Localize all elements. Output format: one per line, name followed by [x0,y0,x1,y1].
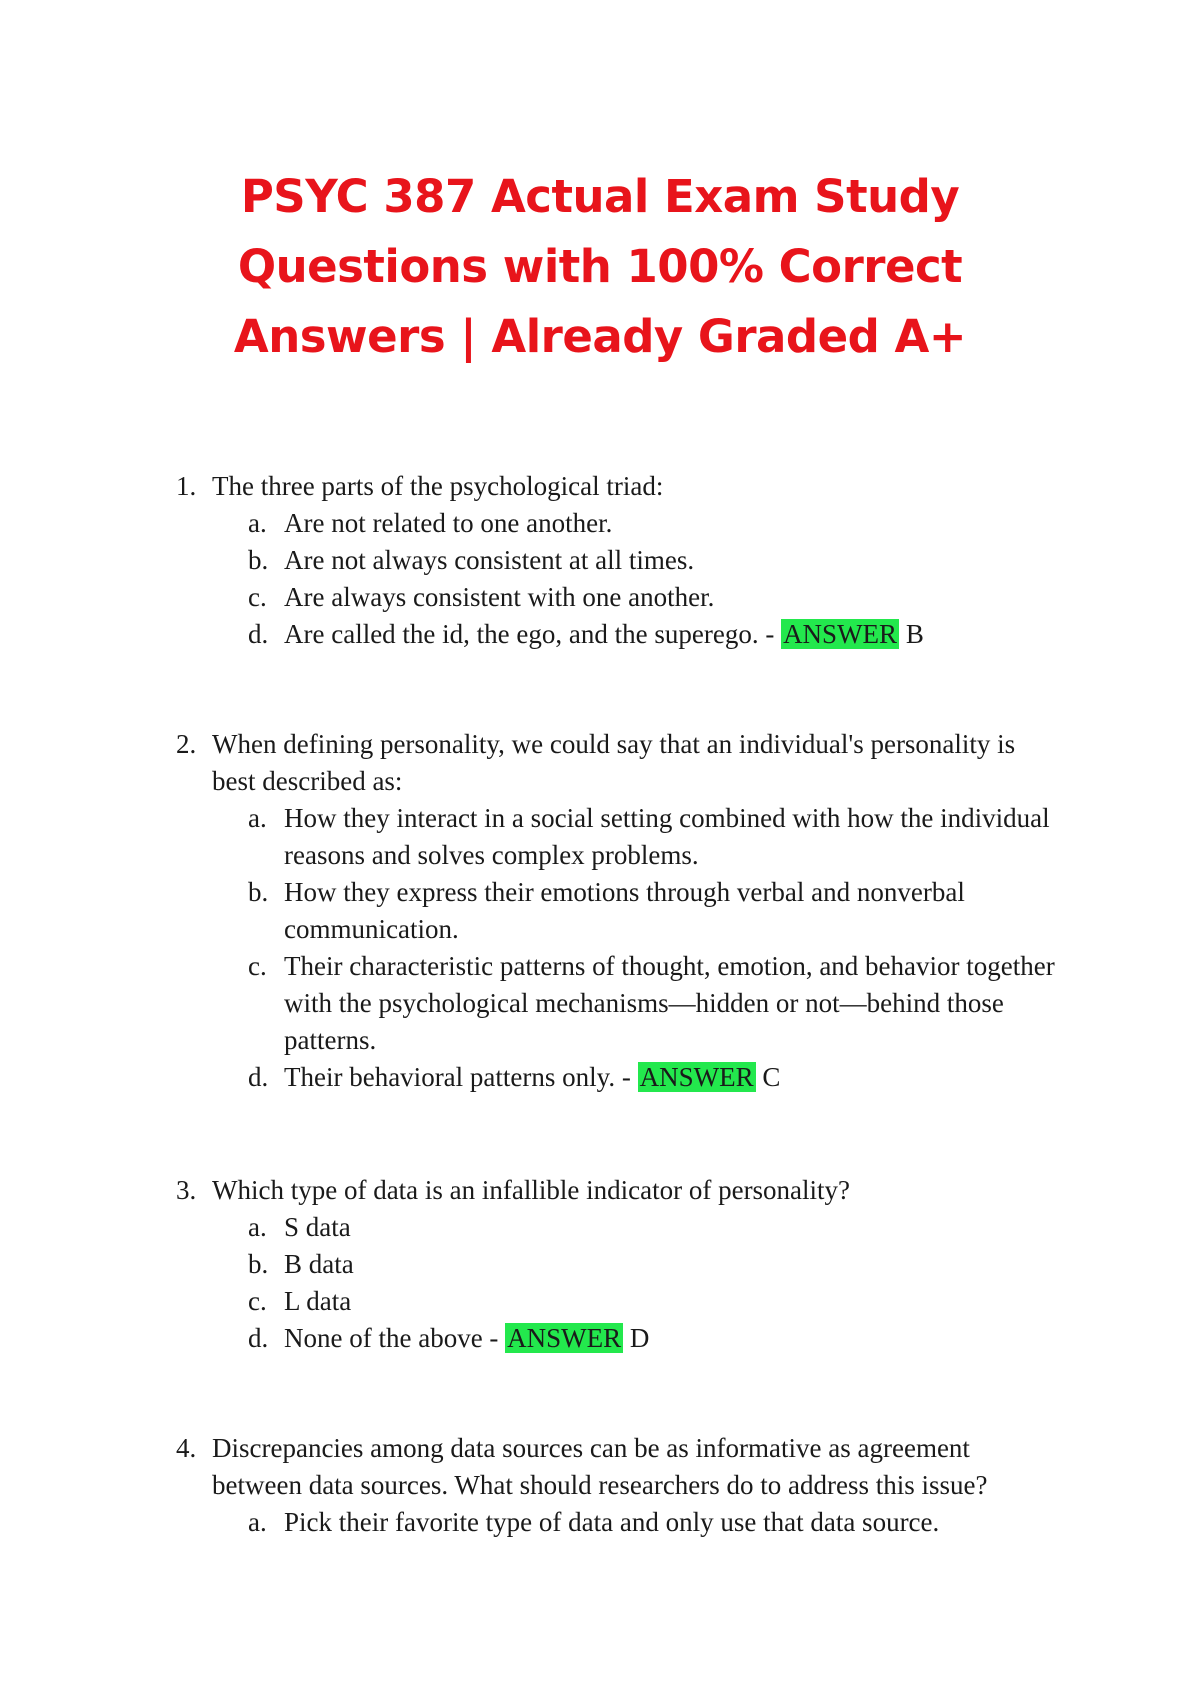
option-text: B data [284,1249,354,1279]
option-text [284,616,1056,653]
option-letter: a. [248,1212,267,1242]
option-text: Are always consistent with one another. [284,582,715,612]
option-a [248,505,1056,542]
option-text: L data [284,1286,352,1316]
question-stem [176,1430,1056,1504]
answer-value: B [899,619,924,649]
question-number: 3. [176,1175,197,1205]
question-stem [176,1172,1056,1209]
answer-value: C [755,1062,781,1092]
option-letter: b. [248,877,269,907]
option-text: How they interact in a social setting combined with how the individual reasons and solves complex problems. [284,803,1050,870]
option-b [248,542,1056,579]
question-stem [176,468,1056,505]
option-text: How they express their emotions through verbal and nonverbal communication. [284,877,965,944]
option-d [248,616,1056,653]
option-a [248,1504,1056,1541]
option-letter: b. [248,1249,269,1279]
answer-highlight: ANSWER [783,619,898,649]
question-2 [176,726,1056,1096]
option-letter: a. [248,508,267,538]
question-number: 4. [176,1433,197,1463]
answer-highlight: ANSWER [507,1323,622,1353]
option-text-content: Their behavioral patterns only. - [284,1062,638,1092]
answer-value: D [623,1323,650,1353]
option-letter: d. [248,619,269,649]
option-c [248,579,1056,616]
question-number: 2. [176,729,197,759]
question-stem [176,726,1056,800]
option-letter: a. [248,803,267,833]
option-letter: d. [248,1323,269,1353]
question-text: Discrepancies among data sources can be as informative as agreement between data sources. What should researchers do to address this issue? [212,1433,988,1500]
option-text-content: None of the above - [284,1323,506,1353]
option-text: Are not always consistent at all times. [284,545,695,575]
option-letter: d. [248,1062,269,1092]
option-d [248,1320,1056,1357]
option-d [248,1059,1056,1096]
question-text: When defining personality, we could say that an individual's personality is best described as: [212,729,1016,796]
option-a [248,1209,1056,1246]
question-text: The three parts of the psychological triad: [212,471,664,501]
question-4 [176,1430,1056,1541]
option-text [284,1059,1056,1096]
question-text: Which type of data is an infallible indicator of personality? [212,1175,851,1205]
question-number: 1. [176,471,197,501]
option-letter: c. [248,1286,267,1316]
question-1 [176,468,1056,653]
option-a [248,800,1056,874]
option-text: Their characteristic patterns of thought, emotion, and behavior together with the psychological mechanisms—hidden or not—behind those patterns. [284,951,1055,1055]
option-text-content: Are called the id, the ego, and the superego. - [284,619,782,649]
option-text: S data [284,1212,351,1242]
answer-highlight: ANSWER [639,1062,754,1092]
question-3 [176,1172,1056,1357]
option-text: Pick their favorite type of data and only use that data source. [284,1507,940,1537]
option-letter: c. [248,582,267,612]
option-letter: a. [248,1507,267,1537]
option-letter: b. [248,545,269,575]
option-text: Are not related to one another. [284,508,613,538]
option-c [248,948,1056,1059]
document-title: PSYC 387 Actual Exam Study Questions with 100% Correct Answers | Already Graded A+ [233,170,967,363]
option-letter: c. [248,951,267,981]
option-text [284,1320,1056,1357]
option-b [248,1246,1056,1283]
option-c [248,1283,1056,1320]
option-b [248,874,1056,948]
